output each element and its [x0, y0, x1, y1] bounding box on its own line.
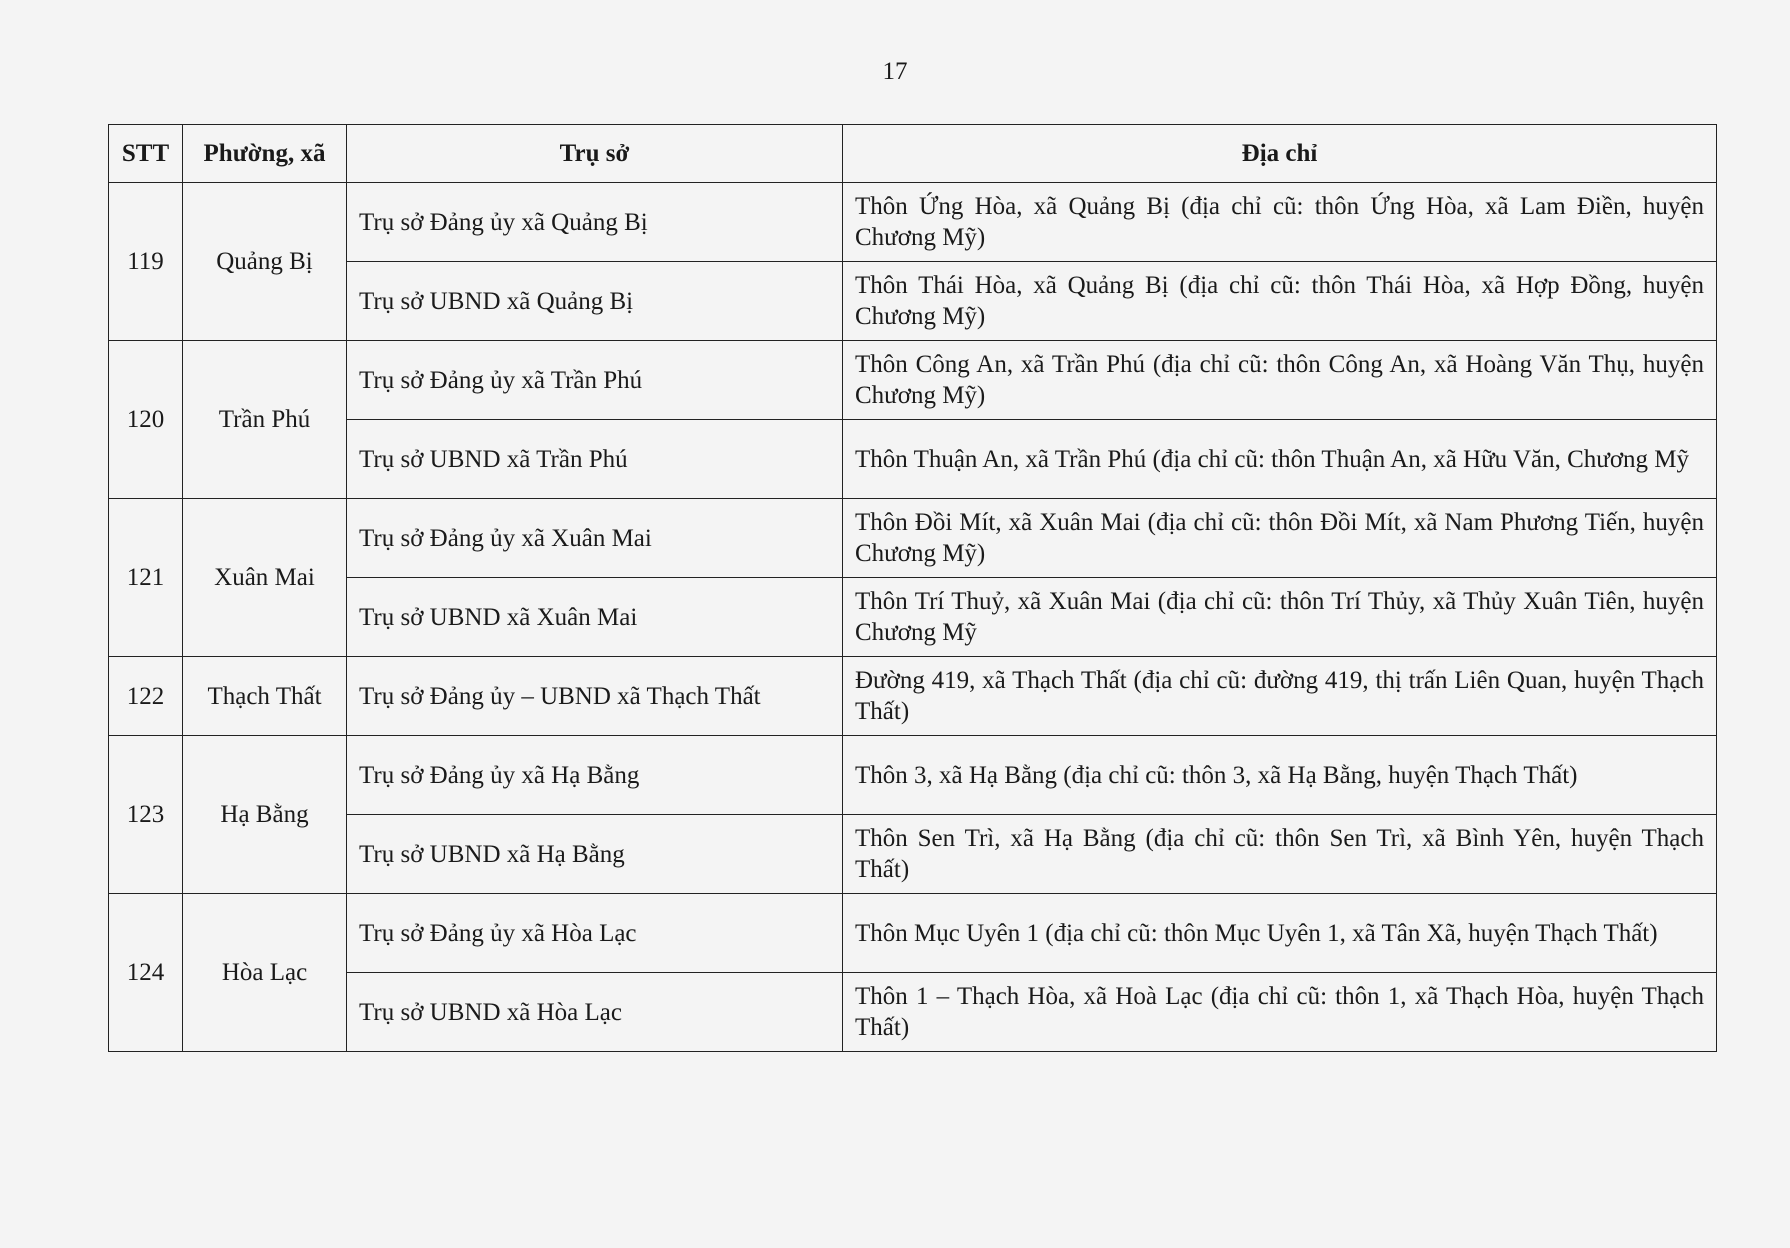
table-row	[109, 262, 1717, 341]
headquarters-cell: Trụ sở UBND xã Hạ Bằng	[347, 815, 843, 894]
stt-cell: 120	[109, 341, 183, 499]
address-cell: Thôn Ứng Hòa, xã Quảng Bị (địa chỉ cũ: thôn Ứng Hòa, xã Lam Điền, huyện Chương Mỹ)	[843, 183, 1717, 262]
table-row	[109, 420, 1717, 499]
address-cell: Thôn Đồi Mít, xã Xuân Mai (địa chỉ cũ: thôn Đồi Mít, xã Nam Phương Tiến, huyện Chương Mỹ)	[843, 499, 1717, 578]
header-stt: STT	[109, 125, 183, 183]
headquarters-cell: Trụ sở UBND xã Quảng Bị	[347, 262, 843, 341]
address-cell: Thôn Thuận An, xã Trần Phú (địa chỉ cũ: thôn Thuận An, xã Hữu Văn, Chương Mỹ	[843, 420, 1717, 499]
ward-cell: Hòa Lạc	[183, 894, 347, 1052]
headquarters-cell: Trụ sở Đảng ủy xã Hạ Bằng	[347, 736, 843, 815]
address-cell: Thôn 3, xã Hạ Bằng (địa chỉ cũ: thôn 3, xã Hạ Bằng, huyện Thạch Thất)	[843, 736, 1717, 815]
headquarters-cell: Trụ sở Đảng ủy xã Hòa Lạc	[347, 894, 843, 973]
address-cell: Thôn Trí Thuỷ, xã Xuân Mai (địa chỉ cũ: thôn Trí Thủy, xã Thủy Xuân Tiên, huyện Chương Mỹ	[843, 578, 1717, 657]
table-row	[109, 973, 1717, 1052]
ward-cell: Hạ Bằng	[183, 736, 347, 894]
stt-cell: 119	[109, 183, 183, 341]
ward-cell: Quảng Bị	[183, 183, 347, 341]
stt-cell: 124	[109, 894, 183, 1052]
table-row	[109, 815, 1717, 894]
address-cell: Thôn Thái Hòa, xã Quảng Bị (địa chỉ cũ: thôn Thái Hòa, xã Hợp Đồng, huyện Chương Mỹ)	[843, 262, 1717, 341]
address-cell: Thôn Sen Trì, xã Hạ Bằng (địa chỉ cũ: thôn Sen Trì, xã Bình Yên, huyện Thạch Thất)	[843, 815, 1717, 894]
stt-cell: 121	[109, 499, 183, 657]
ward-cell: Thạch Thất	[183, 657, 347, 736]
stt-cell: 123	[109, 736, 183, 894]
address-cell: Đường 419, xã Thạch Thất (địa chỉ cũ: đường 419, thị trấn Liên Quan, huyện Thạch Thất)	[843, 657, 1717, 736]
header-address: Địa chỉ	[843, 125, 1717, 183]
table-row	[109, 341, 1717, 420]
address-cell: Thôn Mục Uyên 1 (địa chỉ cũ: thôn Mục Uyên 1, xã Tân Xã, huyện Thạch Thất)	[843, 894, 1717, 973]
table-row	[109, 578, 1717, 657]
page-number: 17	[882, 58, 908, 85]
table-row	[109, 736, 1717, 815]
address-cell: Thôn Công An, xã Trần Phú (địa chỉ cũ: thôn Công An, xã Hoàng Văn Thụ, huyện Chương Mỹ)	[843, 341, 1717, 420]
address-cell: Thôn 1 – Thạch Hòa, xã Hoà Lạc (địa chỉ cũ: thôn 1, xã Thạch Hòa, huyện Thạch Thất)	[843, 973, 1717, 1052]
headquarters-cell: Trụ sở Đảng ủy – UBND xã Thạch Thất	[347, 657, 843, 736]
header-headquarters: Trụ sở	[347, 125, 843, 183]
table-row	[109, 657, 1717, 736]
ward-cell: Xuân Mai	[183, 499, 347, 657]
table-row	[109, 499, 1717, 578]
headquarters-cell: Trụ sở UBND xã Hòa Lạc	[347, 973, 843, 1052]
headquarters-cell: Trụ sở Đảng ủy xã Trần Phú	[347, 341, 843, 420]
header-ward: Phường, xã	[183, 125, 347, 183]
headquarters-cell: Trụ sở Đảng ủy xã Quảng Bị	[347, 183, 843, 262]
table-row	[109, 183, 1717, 262]
table-header-row	[109, 125, 1717, 183]
headquarters-cell: Trụ sở UBND xã Xuân Mai	[347, 578, 843, 657]
stt-cell: 122	[109, 657, 183, 736]
headquarters-address-table	[108, 124, 1717, 1052]
ward-cell: Trần Phú	[183, 341, 347, 499]
headquarters-cell: Trụ sở UBND xã Trần Phú	[347, 420, 843, 499]
table-row	[109, 894, 1717, 973]
headquarters-cell: Trụ sở Đảng ủy xã Xuân Mai	[347, 499, 843, 578]
